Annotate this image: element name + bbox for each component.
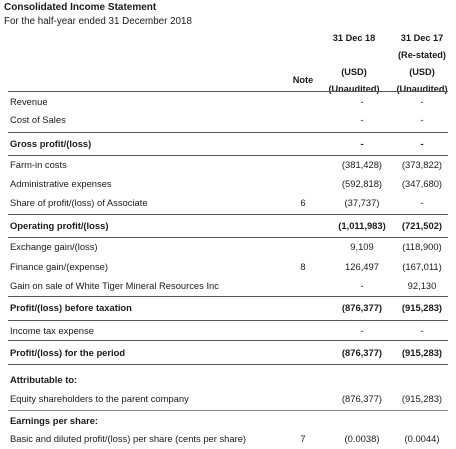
row-label: Operating profit/(loss) [10, 220, 109, 231]
row-label: Exchange gain/(loss) [10, 241, 98, 252]
row-value-2017: 92,130 [407, 280, 437, 291]
row-note: 6 [300, 197, 306, 208]
table-row [8, 370, 448, 389]
table-row [8, 237, 448, 256]
row-value-2018: - [360, 114, 364, 125]
table-row [8, 321, 448, 340]
divider [8, 340, 448, 341]
table-row [8, 155, 448, 174]
row-value-2018: (876,377) [341, 302, 383, 313]
header-line [318, 47, 390, 64]
divider [8, 296, 448, 297]
column-header-note: Note [292, 75, 314, 85]
table-row [8, 429, 448, 448]
table-row [8, 257, 448, 276]
table-row [8, 174, 448, 193]
row-note: 7 [300, 433, 306, 444]
table-row [8, 134, 448, 153]
row-note: 8 [300, 261, 306, 272]
row-value-2018: (592,818) [341, 178, 383, 189]
statement-subtitle: For the half-year ended 31 December 2018 [4, 16, 192, 27]
row-label: Profit/(loss) before taxation [10, 302, 132, 313]
row-value-2018: 126,497 [345, 261, 379, 272]
table-row [8, 110, 448, 129]
row-value-2017: (0.0044) [404, 433, 440, 444]
row-value-2018: (381,428) [341, 159, 383, 170]
table-row [8, 193, 448, 212]
row-label: Administrative expenses [10, 178, 112, 189]
row-label: Cost of Sales [10, 114, 66, 125]
divider [8, 214, 448, 215]
header-line: (Re-stated) [398, 50, 446, 60]
table-row [8, 389, 448, 408]
row-value-2017: (915,283) [401, 393, 443, 404]
row-value-2018: (1,011,983) [338, 220, 386, 231]
row-label: Finance gain/(expense) [10, 261, 108, 272]
row-value-2017: - [420, 138, 424, 149]
divider [8, 132, 448, 133]
row-label: Earnings per share: [10, 415, 99, 426]
header-line: 31 Dec 17 [400, 33, 444, 43]
column-header-31-dec-17 [388, 30, 456, 98]
header-line: 31 Dec 18 [332, 33, 376, 43]
column-header-31-dec-18 [318, 30, 390, 98]
row-label: Gross profit/(loss) [10, 138, 92, 149]
row-value-2018: - [360, 325, 364, 336]
table-row [8, 343, 448, 362]
row-value-2017: - [420, 197, 424, 208]
table-row [8, 298, 448, 317]
row-value-2017: (118,900) [402, 241, 442, 252]
row-value-2018: - [360, 280, 364, 291]
row-value-2017: (167,011) [402, 261, 442, 272]
table-row [8, 411, 448, 430]
row-label: Farm-in costs [10, 159, 67, 170]
row-value-2018: (37,737) [344, 197, 380, 208]
row-value-2017: - [420, 96, 424, 107]
row-value-2018: - [360, 96, 364, 107]
row-label: Equity shareholders to the parent company [10, 393, 189, 404]
row-label: Income tax expense [10, 325, 94, 336]
row-value-2018: 9,109 [350, 241, 374, 252]
header-line: (Unaudited) [328, 84, 380, 94]
row-value-2018: - [360, 138, 364, 149]
row-value-2017: (721,502) [401, 220, 443, 231]
row-label: Gain on sale of White Tiger Mineral Resources Inc [10, 280, 219, 291]
row-value-2018: (876,377) [341, 393, 383, 404]
row-value-2017: - [420, 325, 424, 336]
row-value-2017: (915,283) [401, 347, 443, 358]
statement-title: Consolidated Income Statement [4, 2, 157, 13]
row-value-2018: (0.0038) [344, 433, 380, 444]
row-label: Basic and diluted profit/(loss) per share (cents per share) [10, 433, 247, 444]
header-line: (USD) [409, 67, 435, 77]
row-label: Profit/(loss) for the period [10, 347, 126, 358]
row-label: Revenue [10, 96, 48, 107]
table-row [8, 92, 448, 111]
table-row [8, 216, 448, 235]
divider [8, 364, 448, 365]
row-value-2017: (915,283) [401, 302, 443, 313]
row-value-2017: - [420, 114, 424, 125]
table-row [8, 276, 448, 295]
header-line: (Unaudited) [396, 84, 448, 94]
row-label: Share of profit/(loss) of Associate [10, 197, 148, 208]
row-value-2018: (876,377) [341, 347, 383, 358]
row-value-2017: (373,822) [401, 159, 443, 170]
row-label: Attributable to: [10, 374, 78, 385]
header-line: (USD) [341, 67, 367, 77]
row-value-2017: (347,680) [401, 178, 443, 189]
